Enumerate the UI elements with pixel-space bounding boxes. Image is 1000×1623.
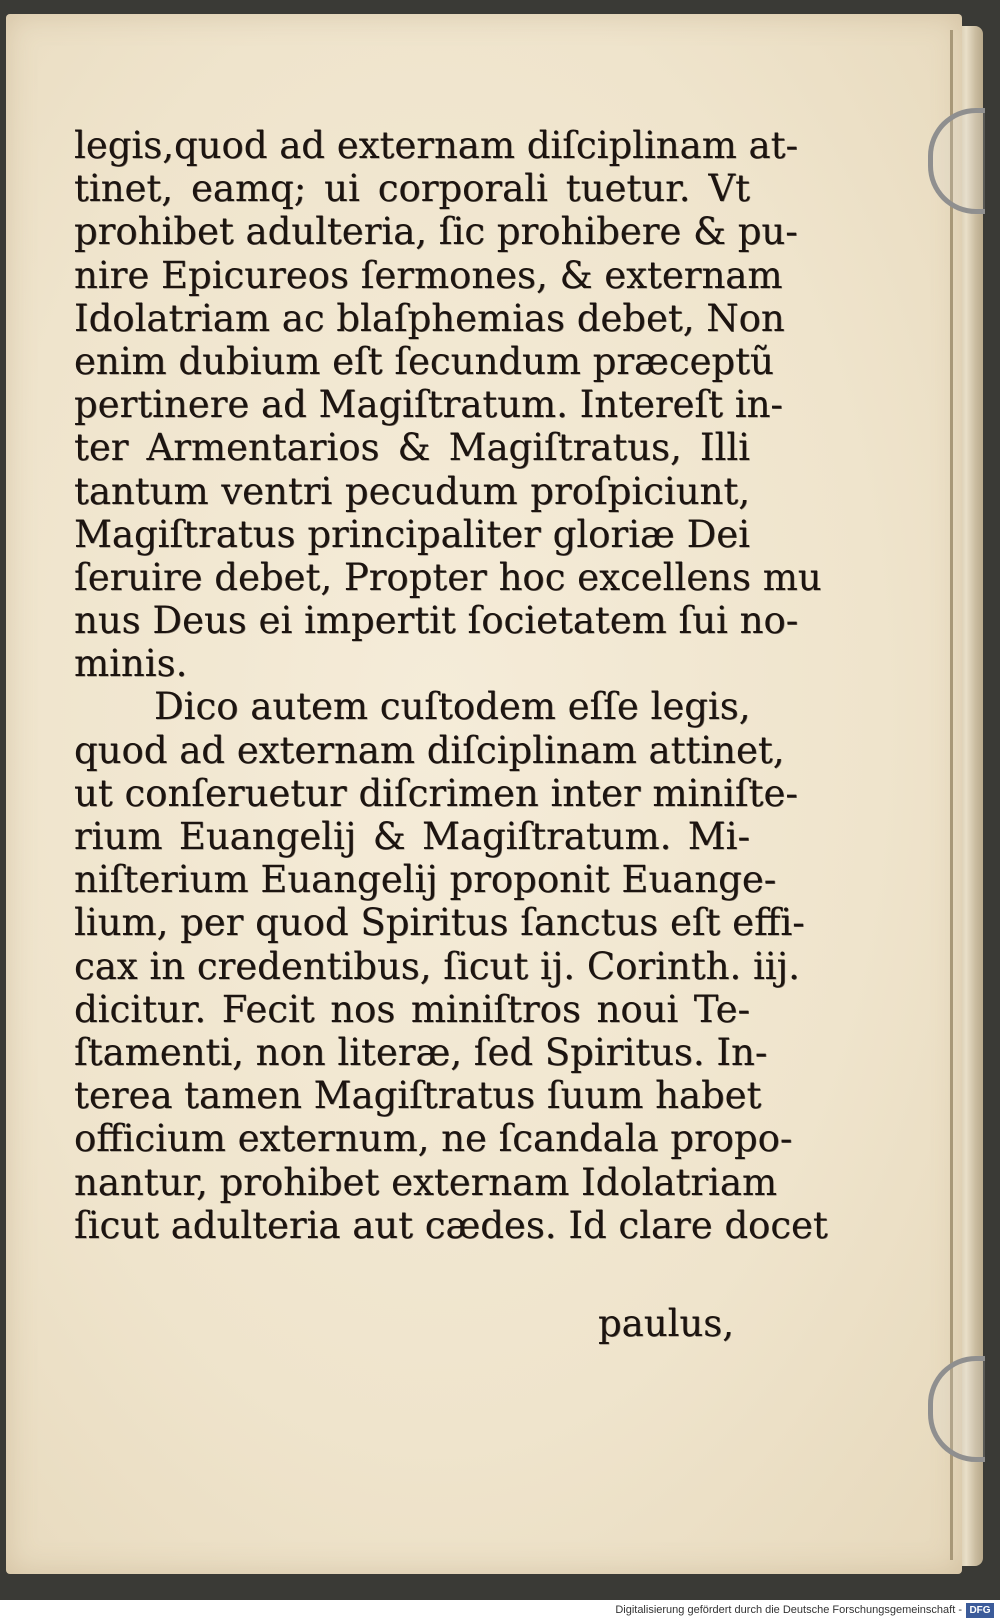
text-line: nire Epicureos ſermones, & externam [74, 253, 783, 297]
text-line: ter Armentarios & Magiſtratus, Illi [74, 426, 750, 470]
text-line: legis,quod ad externam diſciplinam at- [74, 124, 798, 167]
text-line: prohibet adulteria, ſic prohibere & pu- [74, 210, 798, 254]
dfg-logo-icon: DFG [966, 1603, 994, 1618]
text-line: nus Deus ei impertit ſocietatem ſui no- [74, 599, 799, 643]
text-line: dicitur. Fecit nos miniſtros noui Te- [74, 987, 750, 1031]
text-line: minis. [74, 642, 188, 686]
text-line: tinet, eamq; ui corporali tuetur. Vt [74, 167, 750, 211]
text-line: Magiſtratus principaliter gloriæ Dei [74, 512, 750, 556]
text-line: ſeruire debet, Propter hoc excellens mu [74, 555, 822, 599]
text-line: tantum ventri pecudum proſpiciunt, [74, 469, 750, 513]
text-line: Idolatriam ac blaſphemias debet, Non [74, 296, 785, 340]
text-line: rium Euangelij & Magiſtratum. Mi- [74, 815, 750, 858]
text-line: nantur, prohibet externam Idolatriam [74, 1160, 778, 1204]
text-line: pertinere ad Magiſtratum. Intereſt in- [74, 383, 783, 427]
text-line: cax in credentibus, ſicut ij. Corinth. iij. [74, 944, 800, 988]
text-line: officium externum, ne ſcandala propo- [74, 1117, 793, 1161]
text-line: niſterium Euangelij proponit Euange- [74, 858, 777, 902]
body-text [74, 124, 828, 1247]
text-line: enim dubium eſt ſecundum præceptũ [74, 339, 774, 383]
text-line: ſicut adulteria aut cædes. Id clare docet [74, 1203, 828, 1247]
page-edge [950, 30, 953, 1560]
catchword: paulus, [598, 1302, 734, 1345]
text-line: ut conſeruetur diſcrimen inter miniſte- [74, 771, 798, 815]
footer-credit: Digitalisierung gefördert durch die Deutsche Forschungsgemeinschaft - [615, 1604, 962, 1616]
text-line: terea tamen Magiſtratus ſuum habet [74, 1074, 762, 1118]
footer-bar [0, 1600, 1000, 1623]
text-line: quod ad externam diſciplinam attinet, [74, 728, 785, 772]
text-line: ſtamenti, non literæ, ſed Spiritus. In- [74, 1030, 768, 1074]
text-line: lium, per quod Spiritus ſanctus eſt effi- [74, 901, 805, 945]
paragraph-start-line: Dico autem cuſtodem eſſe legis, [154, 685, 751, 729]
